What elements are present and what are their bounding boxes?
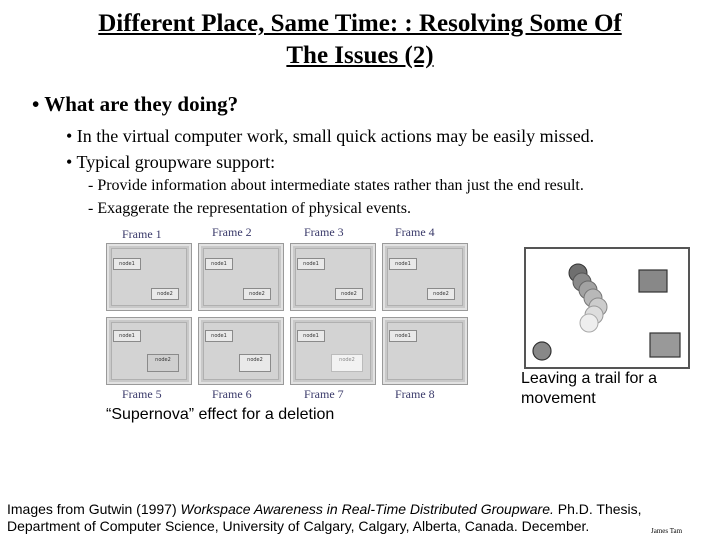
author-signature: James Tam [651,527,683,535]
sub-bullet-2: • Typical groupware support: [66,152,276,172]
node2-box: node2 [335,288,363,300]
supernova-frames-figure [104,225,456,403]
frame-label-2: Frame 2 [212,225,252,239]
citation-prefix: Images from Gutwin (1997) [7,501,181,517]
frame-label-8: Frame 8 [395,387,435,401]
supernova-caption: “Supernova” effect for a deletion [106,406,335,423]
node1-box: node1 [297,258,325,270]
trail-caption [521,369,657,409]
node2-box: node2 [147,354,179,372]
title-line-1: Different Place, Same Time: : Resolving Some Of [98,10,622,37]
node1-box: node1 [205,258,233,270]
node1-box: node1 [297,330,325,342]
node2-box: node2 [151,288,179,300]
frame-label-5: Frame 5 [122,387,162,401]
citation-footer [7,501,642,535]
frame-7 [290,317,376,385]
main-bullet: • What are they doing? [32,92,239,116]
frame-label-7: Frame 7 [304,387,344,401]
slide-title [0,8,720,72]
subsub-bullet-1: - Provide information about intermediate states rather than just the end result. [88,177,584,194]
node2-box: node2 [427,288,455,300]
frame-label-4: Frame 4 [395,225,435,239]
frame-2 [198,243,284,311]
node2-box: node2 [239,354,271,372]
trail-caption-line-1: Leaving a trail for a [521,370,658,387]
node1-box: node1 [113,330,141,342]
node2-box: node2 [331,354,363,372]
node1-box: node1 [389,258,417,270]
frame-label-3: Frame 3 [304,225,344,239]
trail-caption-line-2: movement [521,390,596,407]
node1-box: node1 [113,258,141,270]
frame-3 [290,243,376,311]
node2-box: node2 [243,288,271,300]
frame-4 [382,243,468,311]
node1-box: node1 [389,330,417,342]
trail-drawing [526,249,688,367]
citation-line-1 [7,501,642,518]
citation-line-2: Department of Computer Science, University of Calgary, Calgary, Alberta, Canada. December. [7,518,590,534]
citation-suffix: Ph.D. Thesis, [553,501,642,517]
movement-trail-figure [524,247,690,369]
title-line-2: The Issues (2) [286,42,434,69]
frame-8 [382,317,468,385]
frame-1 [106,243,192,311]
node1-box: node1 [205,330,233,342]
sub-bullet-1: • In the virtual computer work, small quick actions may be easily missed. [66,126,595,146]
frame-5 [106,317,192,385]
frame-label-1: Frame 1 [122,227,162,241]
subsub-bullet-2: - Exaggerate the representation of physical events. [88,200,411,217]
frame-6 [198,317,284,385]
frame-label-6: Frame 6 [212,387,252,401]
citation-title: Workspace Awareness in Real-Time Distributed Groupware. [180,501,554,517]
